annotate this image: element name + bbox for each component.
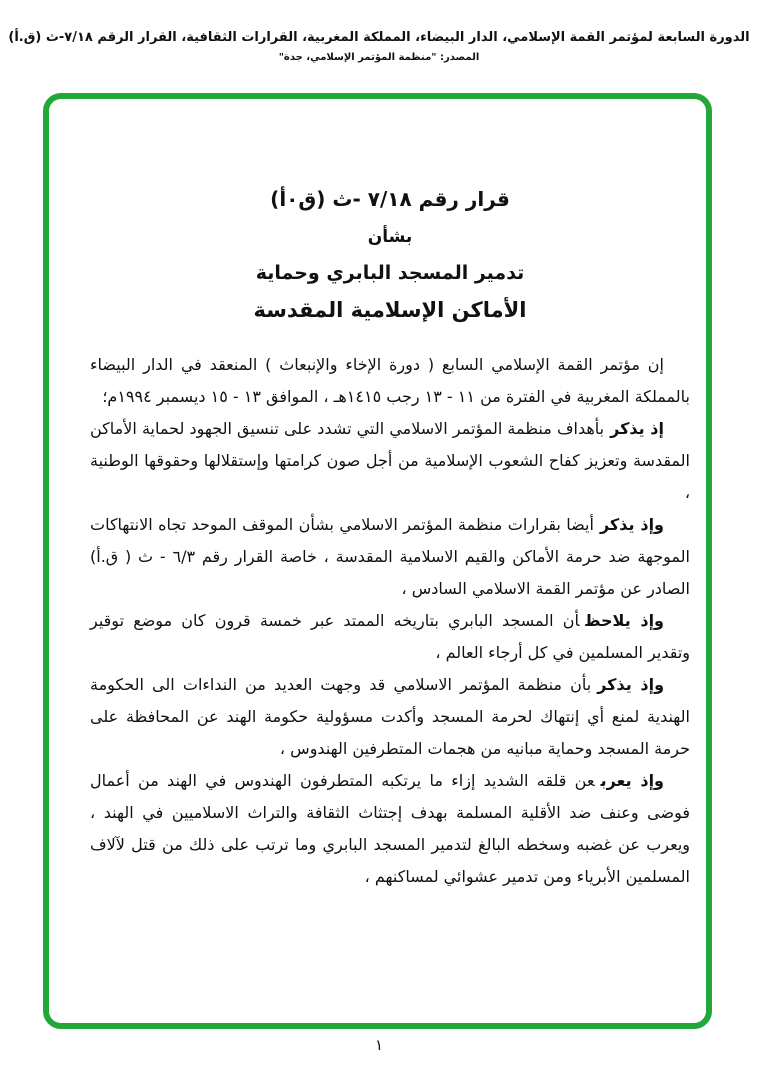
paragraph-text: أن المسجد البابري بتاريخه الممتد عبر خمسة قرون كان موضع توقير وتقدير المسلمين في كل أرجاء العالم ، bbox=[90, 611, 690, 662]
paragraph-recital-5 bbox=[90, 765, 690, 893]
paragraph-lead: إذ يذكر bbox=[610, 419, 664, 438]
paragraph-text: عن قلقه الشديد إزاء ما يرتكبه المتطرفون الهندوس في الهند من أعمال فوضى وعنف ضد الأقلية المسلمة بهدف إجتثاث الثقافة والتراث الاسلاميين في الهند ، ويعرب عن غضبه وسخطه البالغ لتدمير المسجد البابري وما ترتب على ذلك من قتل لآلاف المسلمين الأبرياء ومن تدمير عشوائي لمساكنهم ، bbox=[90, 771, 690, 886]
header-source-line: المصدر: "منظمة المؤتمر الإسلامي، جدة" bbox=[278, 52, 480, 63]
paragraph-text: أيضا بقرارات منظمة المؤتمر الاسلامي بشأن الموقف الموحد تجاه الانتهاكات الموجهة ضد حرمة الأماكن والقيم الاسلامية المقدسة ، خاصة القرار رقم ٦/٣ - ث ( ق.أ) الصادر عن مؤتمر القمة الاسلامي السادس ، bbox=[90, 515, 691, 598]
resolution-document bbox=[90, 185, 690, 893]
paragraph-lead: وإذ يلاحظ bbox=[585, 611, 664, 630]
resolution-subject-word: بشأن bbox=[367, 227, 413, 247]
resolution-number-title: قرار رقم ٧/١٨ -ث (ق٠أ) bbox=[270, 187, 510, 211]
paragraph-text: إن مؤتمر القمة الإسلامي السابع ( دورة الإخاء والإنبعاث ) المنعقد في الدار البيضاء بالمملكة المغربية في الفترة من ١١ - ١٣ رجب ١٤١٥هـ ، الموافق ١٣ - ١٥ ديسمبر ١٩٩٤م؛ bbox=[90, 355, 690, 406]
resolution-title-block bbox=[90, 185, 690, 325]
resolution-subject-line1: تدمير المسجد البابري وحماية bbox=[255, 262, 525, 284]
paragraph-text: بأهداف منظمة المؤتمر الاسلامي التي تشدد على تنسيق الجهود لحماية الأماكن المقدسة وتعزيز كفاح الشعوب الإسلامية من أجل صون كرامتها وإستقلالها وحقوقها الوطنية ، bbox=[90, 419, 690, 502]
paragraph-recital-1 bbox=[90, 413, 690, 509]
paragraph-lead: وإذ يذكر bbox=[599, 515, 664, 534]
resolution-body bbox=[90, 349, 690, 893]
resolution-subject-line2: الأماكن الإسلامية المقدسة bbox=[253, 298, 527, 322]
header-session-line: الدورة السابعة لمؤتمر القمة الإسلامي، الدار البيضاء، المملكة المغربية، القرارات الثقافية، القرار الرقم ٧/١٨-ث (ق.أ) bbox=[8, 30, 750, 45]
paragraph-lead: وإذ يعرب bbox=[600, 771, 664, 790]
paragraph-recital-2 bbox=[90, 509, 690, 605]
paragraph-text: بأن منظمة المؤتمر الاسلامي قد وجهت العديد من النداءات الى الحكومة الهندية لمنع أي إنتهاك لحرمة المسجد وأكدت مسؤولية حكومة الهند عن المحافظة على حرمة المسجد وحماية مبانيه من هجمات المتطرفين الهندوس ، bbox=[90, 675, 690, 758]
paragraph-recital-3 bbox=[90, 605, 690, 669]
paragraph-lead: وإذ يذكر bbox=[597, 675, 665, 694]
page-header bbox=[0, 28, 758, 65]
page-number: ١ bbox=[374, 1036, 384, 1054]
paragraph-preamble bbox=[90, 349, 690, 413]
paragraph-recital-4 bbox=[90, 669, 690, 765]
